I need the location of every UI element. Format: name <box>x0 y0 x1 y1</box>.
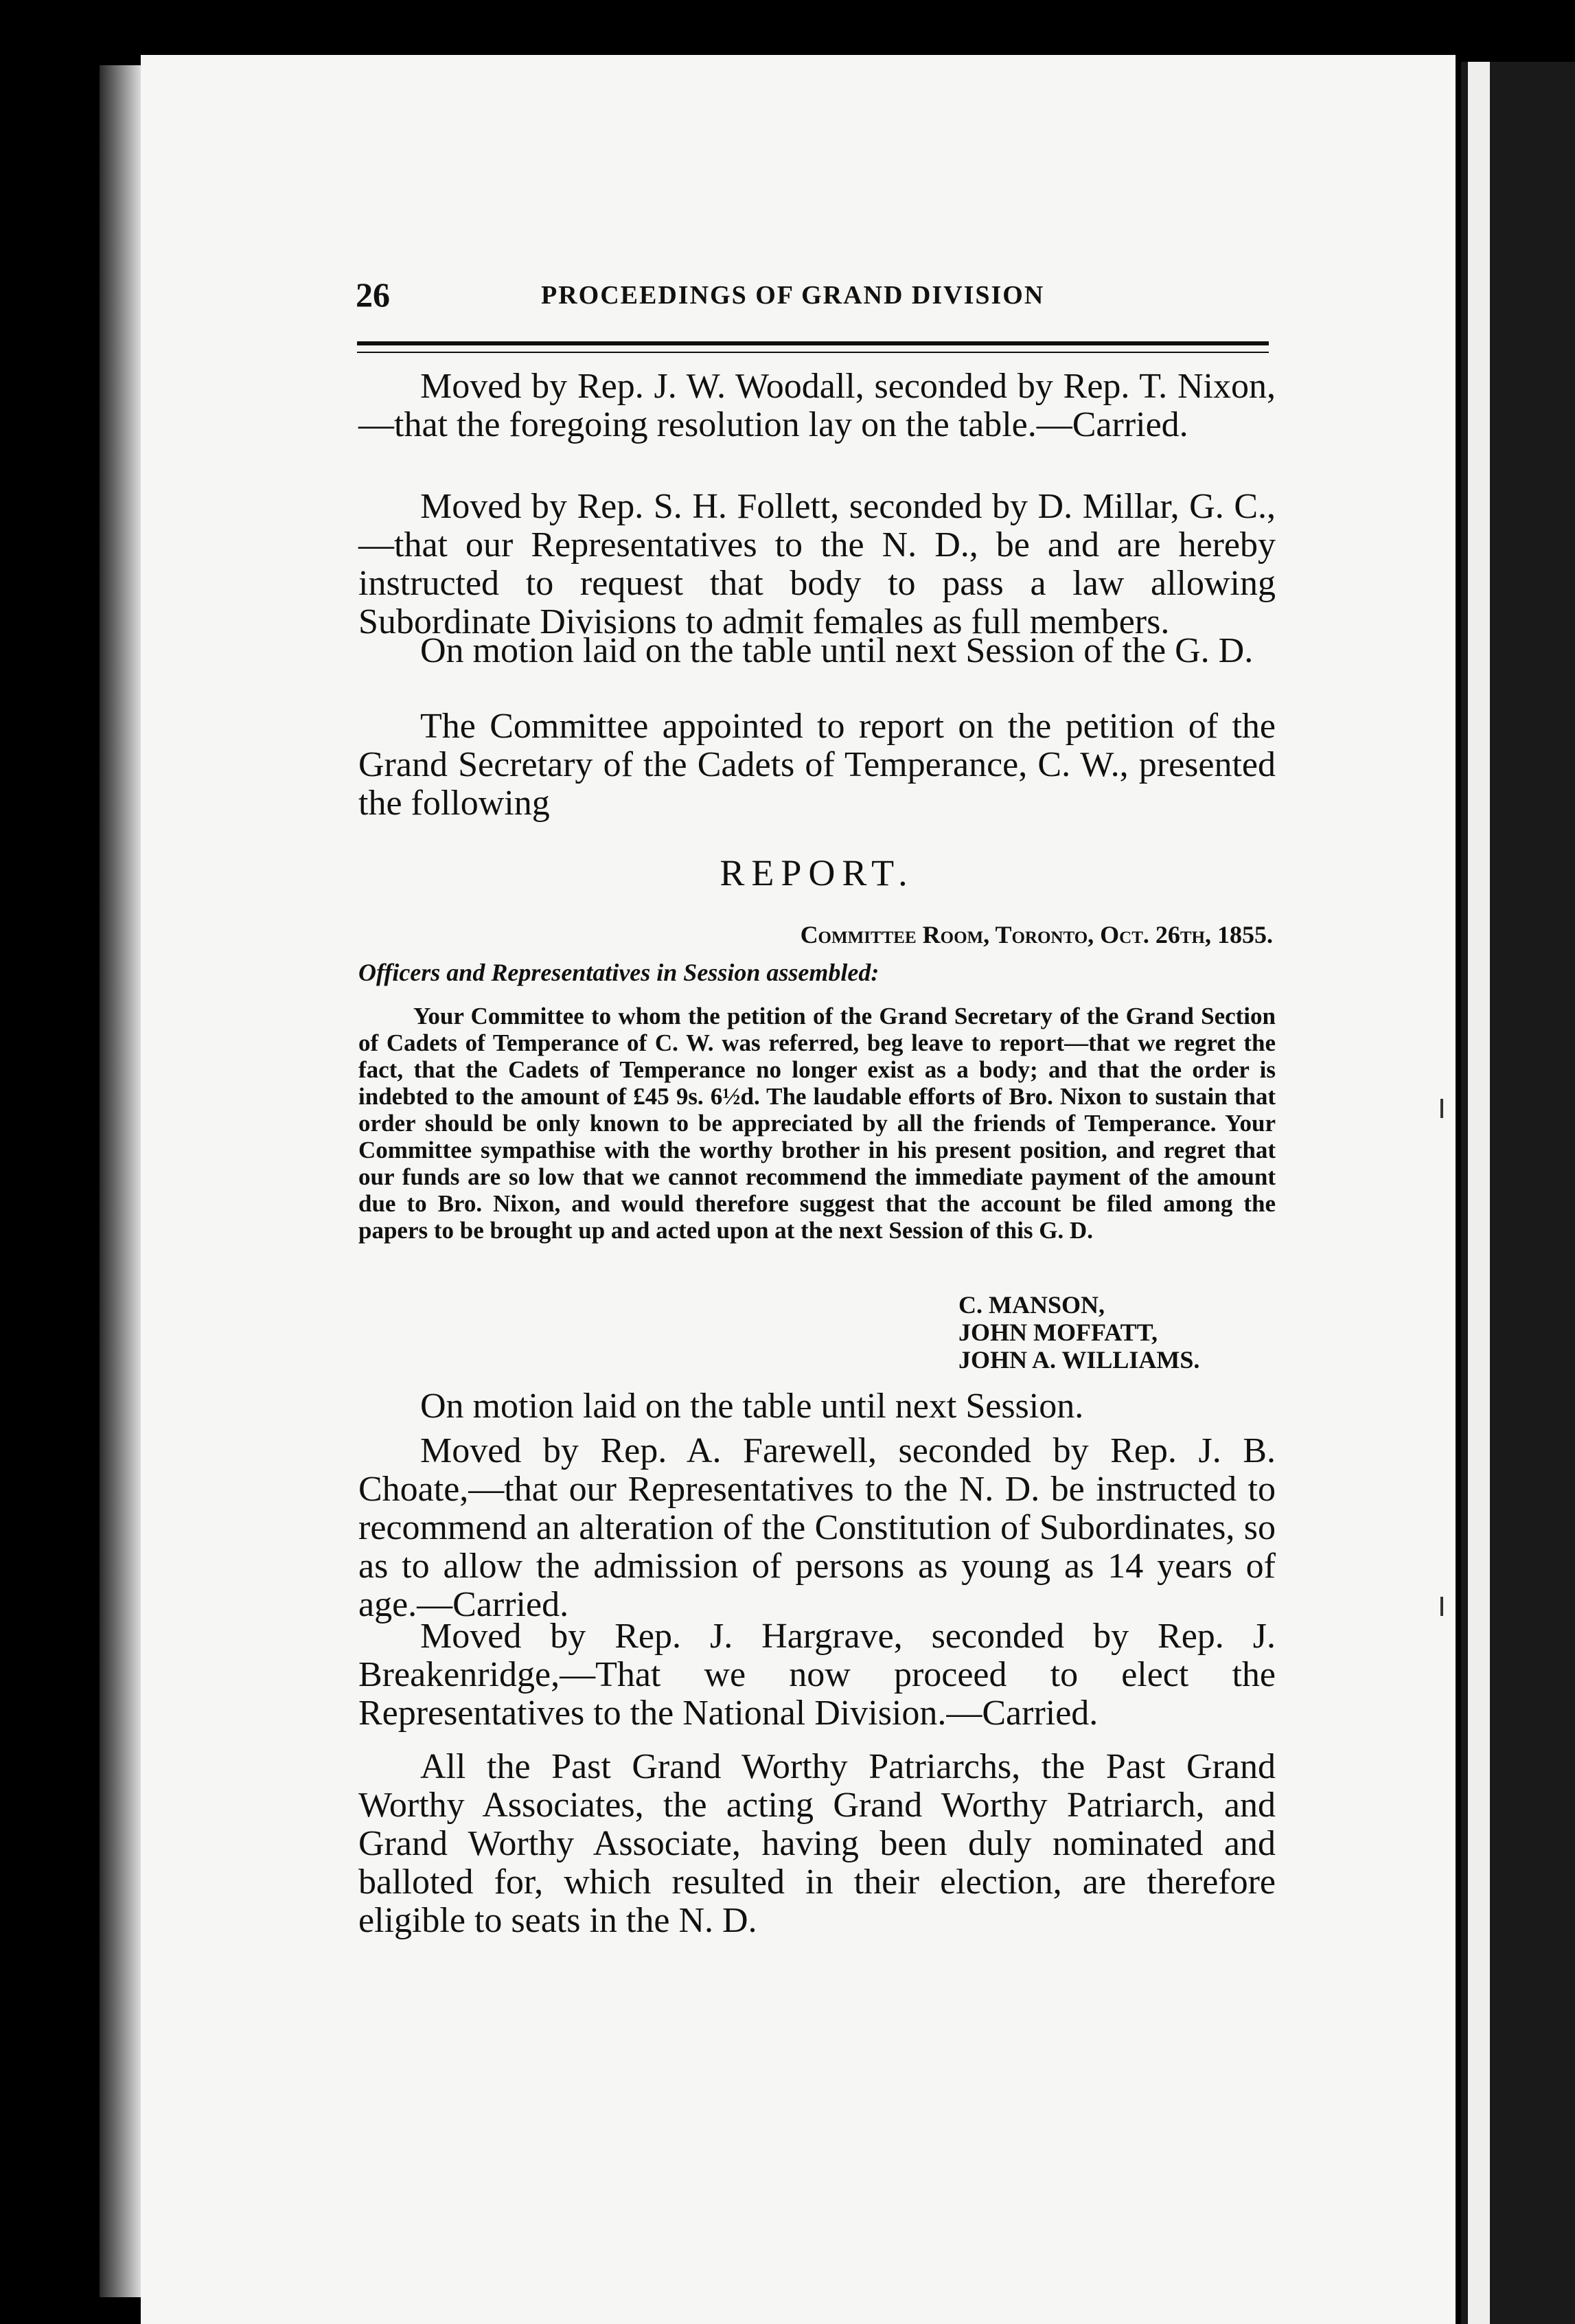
signature-manson: C. MANSON, <box>958 1291 1105 1319</box>
facing-page-edge <box>1461 62 1575 2324</box>
running-head <box>356 275 1269 323</box>
signature-williams: JOHN A. WILLIAMS. <box>958 1346 1200 1374</box>
margin-mark <box>1440 1597 1443 1616</box>
paragraph-woodall-motion: Moved by Rep. J. W. Woodall, seconded by Rep. T. Nixon,—that the foregoing resolution lay on the table.—Carried. <box>358 367 1276 444</box>
paragraph-tabled-motion: On motion laid on the table until next Session of the G. D. <box>420 631 1254 670</box>
signature-moffatt: JOHN MOFFATT, <box>958 1319 1158 1346</box>
report-salutation: Officers and Representatives in Session assembled: <box>358 959 880 986</box>
report-dateline: Committee Room, Toronto, Oct. 26th, 1855. <box>800 921 1273 948</box>
header-rule-thick <box>357 341 1269 345</box>
paragraph-tabled-session: On motion laid on the table until next Session. <box>420 1387 1084 1426</box>
running-title: PROCEEDINGS OF GRAND DIVISION <box>541 281 1045 310</box>
report-signatures <box>958 1291 1199 1374</box>
paragraph-follett-motion: Moved by Rep. S. H. Follett, seconded by D. Millar, G. C.,—that our Representatives to the N. D., be and are hereby instructed to request that body to pass a law allowing Subordinate Divisions to admit females as full members. <box>358 487 1276 641</box>
report-body: Your Committee to whom the petition of the Grand Secretary of the Grand Section of Cadets of Temperance of C. W. was referred, beg leave to report—that we regret the fact, that the Cadets of Temperance no longer exist as a body; and that the order is indebted to the amount of £45 9s. 6½d. The laudable efforts of Bro. Nixon to sustain that order should be only known to be appreciated by all the friends of Temperance. Your Committee sympathise with the worthy brother in his present position, and regret that our funds are so low that we cannot recommend the immediate payment of the amount due to Bro. Nixon, and would therefore suggest that the account be filed among the papers to be brought up and acted upon at the next Session of this G. D. <box>358 1003 1276 1244</box>
paragraph-election: All the Past Grand Worthy Patriarchs, the Past Grand Worthy Associates, the acting Grand Worthy Patriarch, and Grand Worthy Associate, having been duly nominated and balloted for, which resulted in their election, are therefore eligible to seats in the N. D. <box>358 1747 1276 1940</box>
margin-mark <box>1440 1099 1443 1118</box>
report-heading: REPORT. <box>720 852 915 893</box>
page-number: 26 <box>356 275 390 314</box>
facing-page-strip <box>1468 62 1490 2324</box>
paragraph-hargrave-motion: Moved by Rep. J. Hargrave, seconded by Rep. J. Breakenridge,—That we now proceed to elect the Representatives to the National Division.—Carried. <box>358 1617 1276 1733</box>
header-rule-thin <box>357 352 1269 353</box>
book-spine-shadow <box>100 65 141 2297</box>
paragraph-committee-intro: The Committee appointed to report on the petition of the Grand Secretary of the Cadets of Temperance, C. W., presented the following <box>358 707 1276 823</box>
paragraph-farewell-motion: Moved by Rep. A. Farewell, seconded by Rep. J. B. Choate,—that our Representatives to the N. D. be instructed to recommend an alteration of the Constitution of Subordinates, so as to allow the admission of persons as young as 14 years of age.—Carried. <box>358 1431 1276 1624</box>
